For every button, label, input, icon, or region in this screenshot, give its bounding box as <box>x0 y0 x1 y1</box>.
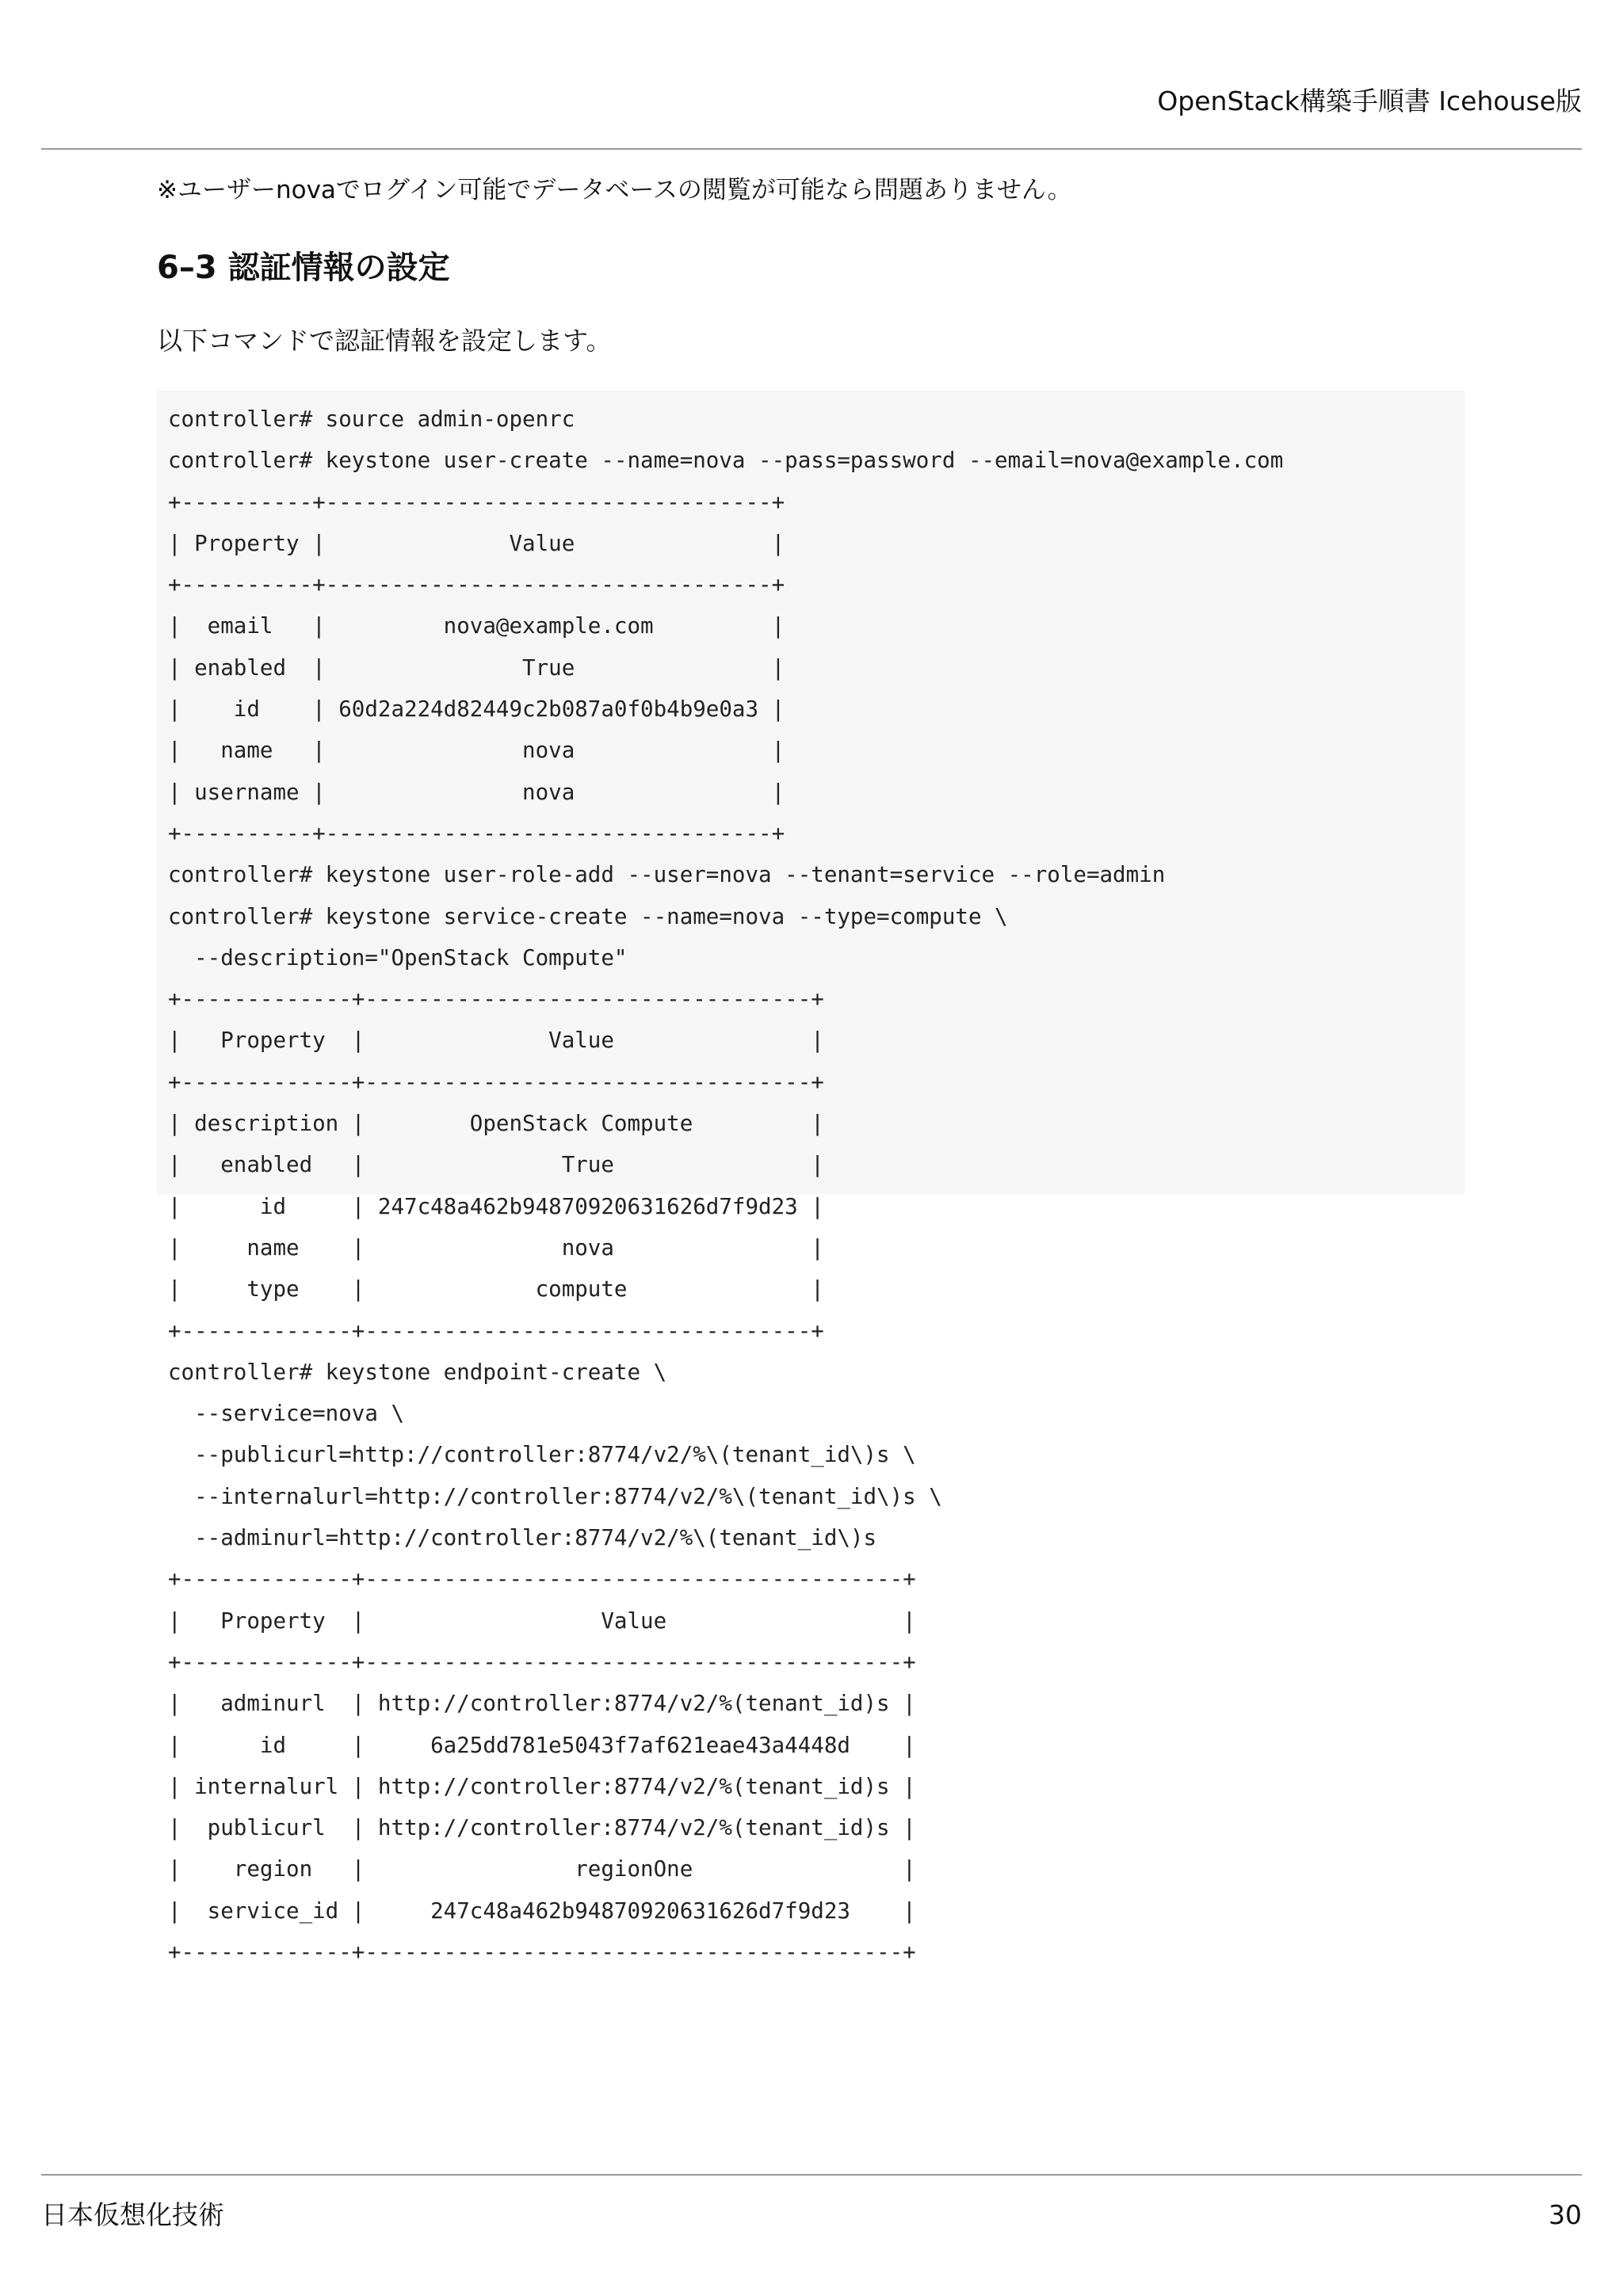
code-line: | id | 60d2a224d82449c2b087a0f0b4b9e0a3 | <box>168 696 785 723</box>
code-line: | adminurl | http://controller:8774/v2/%(tenant_id)s | <box>168 1691 916 1717</box>
code-line: +-------------+-----------------------------------------+ <box>168 1566 916 1592</box>
code-line: +-------------+-----------------------------------------+ <box>168 1649 916 1675</box>
note-text: ※ユーザーnovaでログイン可能でデータベースの閲覧が可能なら問題ありません。 <box>157 176 1072 204</box>
code-line: --service=nova \ <box>168 1401 405 1427</box>
code-line: | region | regionOne | <box>168 1856 916 1882</box>
section-intro: 以下コマンドで認証情報を設定します。 <box>157 326 612 356</box>
running-header-title: OpenStack構築手順書 Icehouse版 <box>1157 86 1582 116</box>
code-line: | id | 247c48a462b94870920631626d7f9d23 | <box>168 1193 824 1219</box>
code-line: | Property | Value | <box>168 1028 824 1054</box>
code-line: --description="OpenStack Compute" <box>168 944 628 971</box>
code-line: | service_id | 247c48a462b94870920631626d7f9d23 | <box>168 1897 916 1924</box>
footer-publisher: 日本仮想化技術 <box>41 2199 224 2230</box>
code-line: +----------+----------------------------------+ <box>168 572 785 598</box>
code-line: | enabled | True | <box>168 1152 824 1178</box>
code-line: | publicurl | http://controller:8774/v2/%(tenant_id)s | <box>168 1815 916 1841</box>
code-line: | type | compute | <box>168 1276 824 1302</box>
code-line: +-------------+----------------------------------+ <box>168 1069 824 1095</box>
code-line: controller# keystone service-create --name=nova --type=compute \ <box>168 903 1008 929</box>
code-line: | id | 6a25dd781e5043f7af621eae43a4448d | <box>168 1732 916 1758</box>
code-line: | name | nova | <box>168 1234 824 1261</box>
code-line: --internalurl=http://controller:8774/v2/%\(tenant_id\)s \ <box>168 1483 942 1509</box>
code-line: --adminurl=http://controller:8774/v2/%\(tenant_id\)s <box>168 1525 877 1551</box>
footer-divider <box>41 2174 1582 2176</box>
code-line: +-------------+-----------------------------------------+ <box>168 1939 916 1965</box>
code-line: | enabled | True | <box>168 654 785 681</box>
code-line: +-------------+----------------------------------+ <box>168 986 824 1013</box>
header-divider <box>41 148 1582 150</box>
section-heading: 6–3 認証情報の設定 <box>157 250 450 286</box>
code-line: +-------------+----------------------------------+ <box>168 1318 824 1344</box>
code-line: controller# keystone user-role-add --user=nova --tenant=service --role=admin <box>168 862 1166 888</box>
code-line: | email | nova@example.com | <box>168 613 785 639</box>
code-line: --publicurl=http://controller:8774/v2/%\(tenant_id\)s \ <box>168 1442 916 1468</box>
code-line: controller# keystone user-create --name=nova --pass=password --email=nova@example.com <box>168 448 1284 474</box>
code-block <box>157 391 1465 1965</box>
code-line: +----------+----------------------------------+ <box>168 820 785 846</box>
code-line: | internalurl | http://controller:8774/v2/%(tenant_id)s | <box>168 1773 916 1799</box>
code-line: | name | nova | <box>168 738 785 764</box>
code-line: | description | OpenStack Compute | <box>168 1111 824 1137</box>
page-number: 30 <box>1549 2199 1582 2230</box>
code-line: | Property | Value | <box>168 530 785 556</box>
code-line: controller# source admin-openrc <box>168 406 575 432</box>
code-line: controller# keystone endpoint-create \ <box>168 1359 667 1385</box>
code-line: | Property | Value | <box>168 1608 916 1634</box>
code-line: +----------+----------------------------------+ <box>168 489 785 515</box>
code-line: | username | nova | <box>168 779 785 805</box>
